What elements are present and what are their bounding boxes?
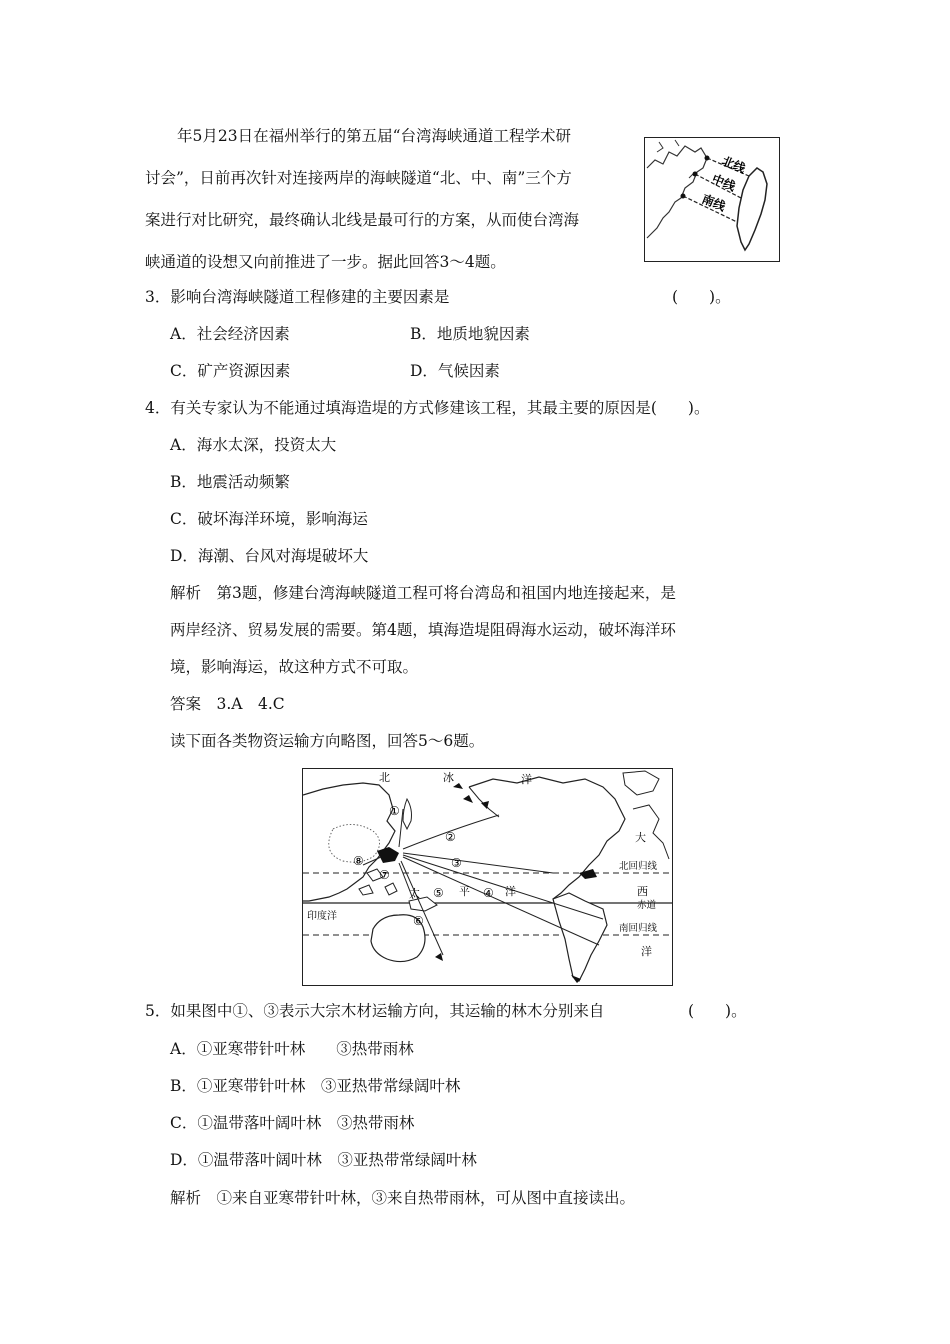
- q5-option-a: A．①亚寒带针叶林 ③热带雨林: [170, 1040, 414, 1058]
- q4-option-c: C．破坏海洋环境，影响海运: [170, 510, 368, 528]
- pacific-island: [435, 953, 443, 961]
- label-arctic-3: 洋: [521, 773, 532, 786]
- route-label-3: ③: [451, 856, 462, 870]
- taiwan-island: [737, 168, 767, 250]
- south-endpoint: [681, 194, 686, 199]
- south-line-label: 南线: [699, 191, 728, 214]
- intro-line-2: 讨会”，日前再次针对连接两岸的海峡隧道“北、中、南”三个方: [145, 169, 572, 187]
- q5-paren: ( )。: [688, 1002, 747, 1020]
- q4-option-a: A．海水太深，投资太大: [170, 436, 337, 454]
- label-arctic-2: 冰: [443, 771, 454, 784]
- q4-option-d: D．海潮、台风对海堤破坏大: [170, 547, 369, 565]
- destination-east-asia: [377, 847, 399, 863]
- label-atlantic-2: 西: [637, 885, 648, 898]
- label-atlantic-1: 大: [635, 831, 646, 844]
- route-label-7: ⑦: [379, 868, 390, 882]
- route-label-2: ②: [445, 830, 456, 844]
- greenland: [623, 771, 659, 795]
- q4-option-b: B．地震活动频繁: [170, 473, 290, 491]
- world-transport-map: [302, 768, 673, 986]
- label-arctic-1: 北: [379, 771, 390, 784]
- north-line-label: 北线: [719, 153, 748, 176]
- asia-coast: [303, 783, 395, 901]
- answer34: 答案 3.A 4.C: [170, 695, 285, 713]
- japan-island: [403, 799, 412, 829]
- label-equator: 赤道: [637, 900, 657, 911]
- caribbean-island: [579, 869, 597, 879]
- route-label-4: ④: [483, 886, 494, 900]
- route-label-5: ⑤: [433, 886, 444, 900]
- q3-option-b: B．地质地貌因素: [410, 325, 530, 343]
- q5-option-b: B．①亚寒带针叶林 ③亚热带常绿阔叶林: [170, 1077, 461, 1095]
- route-label-8: ⑧: [353, 854, 364, 868]
- world-map-svg: [303, 769, 672, 985]
- label-pacific-2: 平: [459, 885, 470, 898]
- label-atlantic-3: 洋: [641, 945, 652, 958]
- q3-option-c: C．矿产资源因素: [170, 362, 291, 380]
- q3-stem: 3．影响台湾海峡隧道工程修建的主要因素是: [145, 288, 450, 306]
- q3-paren: ( )。: [672, 288, 731, 306]
- label-indian-ocean: 印度洋: [307, 911, 337, 922]
- route-3: [403, 853, 553, 873]
- q4-stem: 4．有关专家认为不能通过填海造堤的方式修建该工程，其最主要的原因是( )。: [145, 399, 710, 417]
- route-label-1: ①: [389, 804, 400, 818]
- middle-endpoint: [693, 172, 698, 177]
- strait-map-figure: [644, 137, 780, 262]
- route-label-6: ⑥: [413, 914, 424, 928]
- north-endpoint: [705, 156, 710, 161]
- q3-option-a: A．社会经济因素: [170, 325, 290, 343]
- intro-line-4: 峡通道的设想又向前推进了一步。据此回答3～4题。: [145, 253, 506, 271]
- analysis34-line-1: 解析 第3题，修建台湾海峡隧道工程可将台湾岛和祖国内地连接起来，是: [170, 584, 676, 602]
- q5-stem: 5．如果图中①、③表示大宗木材运输方向，其运输的林木分别来自: [145, 1002, 605, 1020]
- alaska-coast: [469, 787, 499, 817]
- q5-option-c: C．①温带落叶阔叶林 ③热带雨林: [170, 1114, 415, 1132]
- q3-option-d: D．气候因素: [410, 362, 500, 380]
- strait-map-svg: [645, 138, 779, 261]
- middle-line-label: 中线: [709, 171, 738, 194]
- north-america-coast: [469, 777, 625, 899]
- analysis34-line-3: 境，影响海运，故这种方式不可取。: [170, 658, 419, 676]
- label-pacific-3: 洋: [505, 885, 516, 898]
- analysis5: 解析 ①来自亚寒带针叶林，③来自热带雨林，可从图中直接读出。: [170, 1189, 636, 1207]
- label-tropic-north: 北回归线: [619, 861, 658, 872]
- lead-q5-6: 读下面各类物资运输方向略图，回答5～6题。: [170, 732, 485, 750]
- label-tropic-south: 南回归线: [619, 923, 658, 934]
- intro-line-3: 案进行对比研究，最终确认北线是最可行的方案，从而使台湾海: [145, 211, 580, 229]
- mainland-coast: [647, 146, 707, 238]
- q5-option-d: D．①温带落叶阔叶林 ③亚热带常绿阔叶林: [170, 1151, 477, 1169]
- label-pacific-1: 太: [409, 887, 420, 900]
- intro-line-1: 年5月23日在福州举行的第五届“台湾海峡通道工程学术研: [177, 127, 572, 145]
- analysis34-line-2: 两岸经济、贸易发展的需要。第4题，填海造堤阻碍海水运动，破坏海洋环: [170, 621, 676, 639]
- coast-detail: [657, 140, 693, 178]
